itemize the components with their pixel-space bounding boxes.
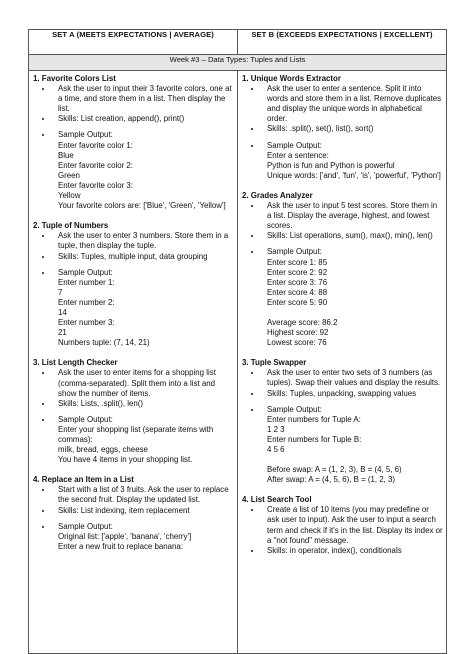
week-title: Week #3 – Data Types: Tuples and Lists <box>29 55 447 71</box>
output-line: Highest score: 92 <box>267 328 329 338</box>
sample-output <box>267 258 443 349</box>
problem-section <box>242 191 443 348</box>
section-spacer <box>33 211 234 221</box>
output-item <box>53 268 234 349</box>
problem-section <box>242 74 443 181</box>
output-line <box>267 308 443 318</box>
output-line: Original list: ['apple', 'banana', 'cherry'] <box>58 531 192 541</box>
worksheet-table <box>28 29 447 654</box>
set-a-header: SET A (MEETS EXPECTATIONS | AVERAGE) <box>29 30 238 55</box>
output-line: Enter score 5: 90 <box>267 297 328 307</box>
section-spacer <box>242 485 443 495</box>
problem-section <box>33 221 234 348</box>
section-spacer <box>33 465 234 475</box>
output-label: Sample Output: <box>58 130 113 140</box>
output-line: Enter favorite color 1: <box>58 140 133 150</box>
sample-output <box>58 532 234 552</box>
bullet-item: • Skills: .split(), set(), list(), sort() <box>262 124 443 134</box>
bullet-item: • Skills: Tuples, unpacking, swapping values <box>262 389 443 399</box>
set-b-column <box>238 71 447 654</box>
problem-bullets <box>33 84 234 211</box>
bullet-item: • Create a list of 10 items (you may predefine or ask user to input). Ask the user to input a search term and check if it's in the list. Display its index or a "not found" message. <box>262 505 443 545</box>
output-line: Unique words: ['and', 'fun', 'is', 'powerful', 'Python'] <box>267 170 441 180</box>
output-label: Sample Output: <box>267 247 322 257</box>
problem-section <box>33 74 234 211</box>
problem-bullets <box>242 84 443 181</box>
problem-section <box>33 475 234 552</box>
bullet-item: • Start with a list of 3 fruits. Ask the user to replace the second fruit. Display the updated list. <box>53 485 234 505</box>
section-spacer <box>33 348 234 358</box>
bullet-item: • Skills: Lists, .split(), len() <box>53 399 234 409</box>
output-item <box>262 405 443 486</box>
output-line: Enter number 2: <box>58 297 115 307</box>
problem-section <box>33 358 234 465</box>
sample-output <box>58 425 234 465</box>
set-b-header: SET B (EXCEEDS EXPECTATIONS | EXCELLENT) <box>238 30 447 55</box>
output-line: Green <box>58 170 80 180</box>
output-line: 21 <box>58 328 67 338</box>
problem-bullets <box>242 368 443 485</box>
output-line: Enter a sentence: <box>267 150 329 160</box>
output-line: Enter number 3: <box>58 318 115 328</box>
problem-title: 4. Replace an Item in a List <box>33 475 134 485</box>
sample-output <box>58 278 234 349</box>
output-line: Your favorite colors are: ['Blue', 'Green', 'Yellow'] <box>58 201 226 211</box>
output-label: Sample Output: <box>58 414 113 424</box>
bullet-item: • Ask the user to enter 3 numbers. Store them in a tuple, then display the tuple. <box>53 231 234 251</box>
section-spacer <box>242 181 443 191</box>
set-a-column <box>29 71 238 654</box>
bullet-item: • Skills: Tuples, multiple input, data grouping <box>53 252 234 262</box>
output-line: Blue <box>58 150 74 160</box>
output-line: Numbers tuple: (7, 14, 21) <box>58 338 150 348</box>
output-line: Enter numbers for Tuple B: <box>267 434 362 444</box>
bullet-item: • Ask the user to enter a sentence. Split it into words and store them in a list. Remove duplicates and display the unique words in alphabetical order. <box>262 84 443 124</box>
bullet-item: • Skills: List indexing, item replacement <box>53 506 234 516</box>
problem-title: 2. Grades Analyzer <box>242 190 313 200</box>
bullet-item: • Ask the user to enter two sets of 3 numbers (as tuples). Swap their values and display the results. <box>262 368 443 388</box>
output-line: Enter numbers for Tuple A: <box>267 414 361 424</box>
problem-section <box>242 495 443 556</box>
output-label: Sample Output: <box>58 267 113 277</box>
bullet-item: • Ask the user to input their 3 favorite colors, one at a time, and store them in a list. Then display the list. <box>53 84 234 114</box>
problem-title: 3. List Length Checker <box>33 358 118 368</box>
problem-title: 2. Tuple of Numbers <box>33 221 109 231</box>
output-label: Sample Output: <box>267 140 322 150</box>
sample-output <box>267 151 443 181</box>
output-line: Lowest score: 76 <box>267 338 327 348</box>
output-line: Average score: 86.2 <box>267 317 338 327</box>
output-line: Enter score 4: 88 <box>267 287 328 297</box>
problem-section <box>242 358 443 485</box>
bullet-item: • Skills: List operations, sum(), max(), min(), len() <box>262 231 443 241</box>
output-line: Python is fun and Python is powerful <box>267 160 395 170</box>
output-line: Enter a new fruit to replace banana: <box>58 541 184 551</box>
bullet-item: • Skills: List creation, append(), print() <box>53 114 234 124</box>
output-line: milk, bread, eggs, cheese <box>58 445 148 455</box>
problem-bullets <box>33 368 234 465</box>
output-line: Enter favorite color 3: <box>58 180 133 190</box>
output-label: Sample Output: <box>267 404 322 414</box>
output-line: 4 5 6 <box>267 445 285 454</box>
problem-bullets <box>242 505 443 555</box>
output-line: After swap: A = (4, 5, 6), B = (1, 2, 3) <box>267 475 396 485</box>
output-item <box>53 522 234 552</box>
bullet-item: • Skills: in operator, index(), conditionals <box>262 546 443 556</box>
sample-output <box>58 141 234 212</box>
output-line: 7 <box>58 287 63 297</box>
output-line <box>267 455 443 465</box>
output-line: Enter your shopping list (separate items with commas): <box>58 424 214 444</box>
problem-bullets <box>33 485 234 552</box>
output-line: Yellow <box>58 191 81 201</box>
output-line: You have 4 items in your shopping list. <box>58 455 193 465</box>
output-label: Sample Output: <box>58 521 113 531</box>
output-item <box>262 247 443 348</box>
output-line: 1 2 3 <box>267 424 285 434</box>
output-item <box>53 130 234 211</box>
output-item <box>262 141 443 181</box>
output-line: Enter score 3: 76 <box>267 277 328 287</box>
problem-title: 1. Favorite Colors List <box>33 74 116 83</box>
output-line: Enter favorite color 2: <box>58 160 133 170</box>
problem-bullets <box>242 201 443 348</box>
bullet-item: • Ask the user to enter items for a shopping list (comma-separated). Split them into a list and show the number of items. <box>53 368 234 398</box>
section-spacer <box>242 348 443 358</box>
problem-title: 3. Tuple Swapper <box>242 358 307 368</box>
output-line: Enter score 1: 85 <box>267 257 328 267</box>
problem-title: 4. List Search Tool <box>242 495 312 505</box>
bullet-item: • Ask the user to input 5 test scores. Store them in a list. Display the average, highest, and lowest scores. <box>262 201 443 231</box>
output-line: Before swap: A = (1, 2, 3), B = (4, 5, 6) <box>267 465 402 475</box>
output-item <box>53 415 234 465</box>
output-line: 14 <box>58 307 67 317</box>
output-line: Enter score 2: 92 <box>267 267 328 277</box>
output-line: Enter number 1: <box>58 277 115 287</box>
sample-output <box>267 415 443 486</box>
problem-title: 1. Unique Words Extractor <box>242 74 341 83</box>
problem-bullets <box>33 231 234 348</box>
